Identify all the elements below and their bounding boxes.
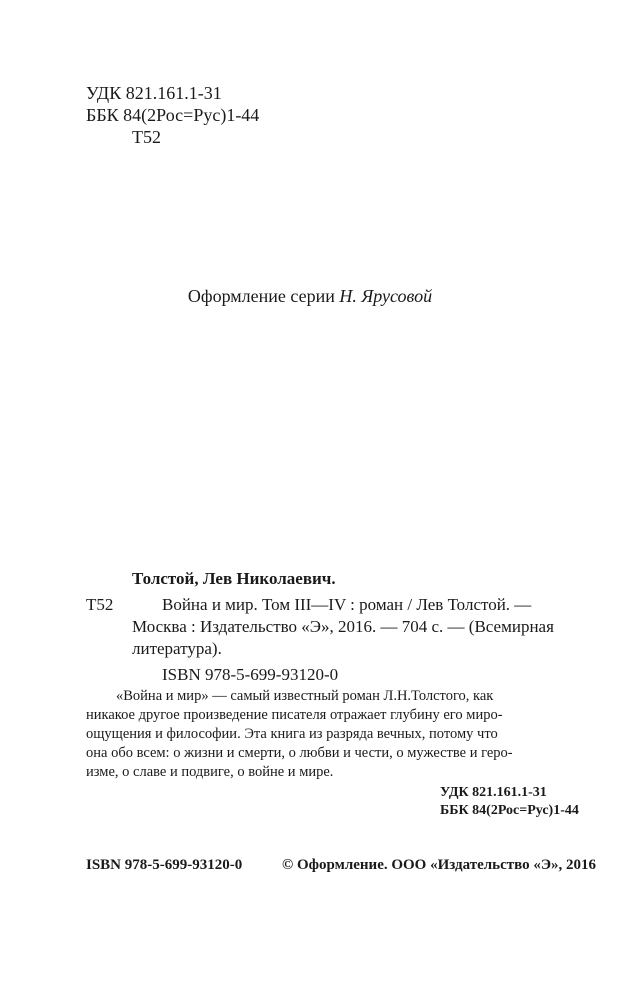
series-design-label: Оформление серии — [187, 286, 335, 306]
series-design-credit — [0, 285, 620, 307]
catalog-author-mark: Т52 — [86, 595, 114, 614]
catalog-author-heading: Толстой, Лев Николаевич. — [132, 569, 336, 588]
catalog-annotation — [86, 687, 564, 782]
catalog-bbk-code: ББК 84(2Рос=Рус)1-44 — [440, 803, 579, 818]
annotation-line: ощущения и философии. Эта книга из разряда вечных, потому что — [86, 726, 498, 742]
bbk-code-top: ББК 84(2Рос=Рус)1-44 — [86, 105, 260, 125]
catalog-title-line-2: Москва : Издательство «Э», 2016. — 704 с. — (Всемирная — [132, 617, 554, 636]
annotation-line: никакое другое произведение писателя отражает глубину его миро- — [86, 707, 503, 723]
annotation-line: изме, о славе и подвиге, о войне и мире. — [86, 764, 334, 780]
catalog-udk-code: УДК 821.161.1-31 — [440, 785, 547, 800]
author-mark-top: Т52 — [132, 127, 161, 147]
catalog-title-line-1: Война и мир. Том III—IV : роман / Лев Толстой. — — [162, 595, 532, 614]
udk-code-top: УДК 821.161.1-31 — [86, 83, 222, 103]
series-designer-name: Н. Ярусовой — [339, 286, 433, 306]
annotation-line: она обо всем: о жизни и смерти, о любви и чести, о мужестве и геро- — [86, 745, 513, 761]
footer-isbn: ISBN 978-5-699-93120-0 — [86, 857, 243, 873]
footer-copyright: © Оформление. ООО «Издательство «Э», 2016 — [282, 857, 597, 873]
annotation-line: «Война и мир» — самый известный роман Л.Н.Толстого, как — [116, 688, 494, 704]
catalog-title-line-3: литература). — [132, 639, 222, 658]
catalog-isbn: ISBN 978-5-699-93120-0 — [162, 665, 339, 684]
